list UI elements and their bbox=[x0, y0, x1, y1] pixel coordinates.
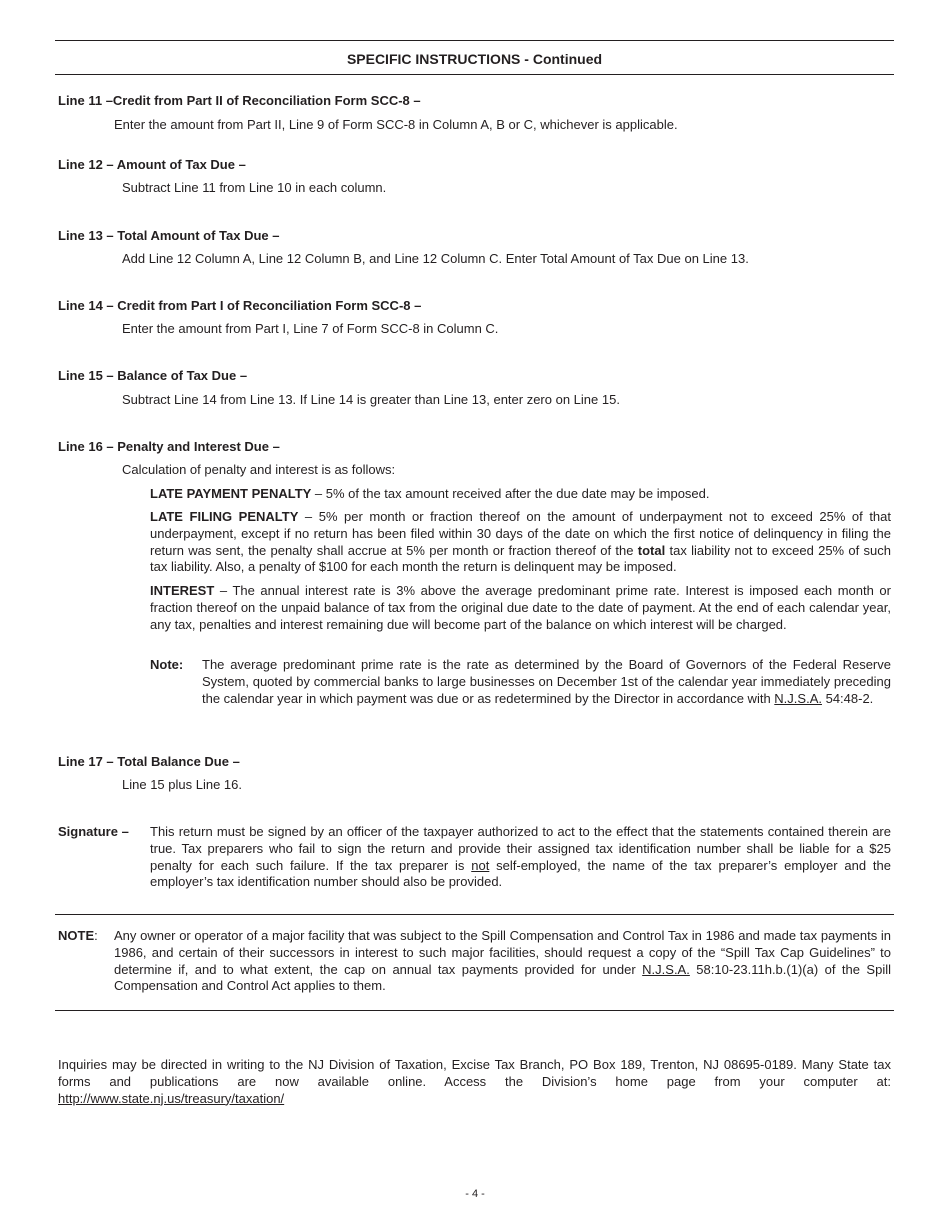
note-box-bottom-rule bbox=[55, 1010, 894, 1011]
signature-paragraph bbox=[150, 824, 891, 891]
signature-not: not bbox=[471, 857, 490, 873]
late-filing-label: LATE FILING PENALTY bbox=[150, 509, 299, 524]
late-payment-text: – 5% of the tax amount received after the due date may be imposed. bbox=[311, 486, 710, 501]
signature-text-2: self-employed, the name of the tax preparer’s employer and the employer’s tax identification number should also be provided. bbox=[150, 857, 891, 890]
note-box-top-rule bbox=[55, 914, 894, 915]
line13-heading: Line 13 – Total Amount of Tax Due – bbox=[58, 228, 280, 243]
taxation-website-link[interactable]: http://www.state.nj.us/treasury/taxation/ bbox=[58, 1090, 285, 1106]
line14-text: Enter the amount from Part I, Line 7 of Form SCC-8 in Column C. bbox=[122, 321, 499, 336]
inquiries-text: Inquiries may be directed in writing to the NJ Division of Taxation, Excise Tax Branch, PO Box 189, Trenton, NJ 08695-0189. Many State tax forms and publications are now available online. Access the Division’s home page from your computer at: bbox=[58, 1057, 891, 1089]
late-payment-penalty bbox=[150, 486, 710, 503]
line12-text: Subtract Line 11 from Line 10 in each column. bbox=[122, 180, 387, 195]
note-box-colon: : bbox=[94, 928, 98, 943]
inquiries-paragraph bbox=[58, 1057, 891, 1107]
line15-heading: Line 15 – Balance of Tax Due – bbox=[58, 368, 248, 383]
line14-heading: Line 14 – Credit from Part I of Reconciliation Form SCC-8 – bbox=[58, 298, 422, 313]
line11-text: Enter the amount from Part II, Line 9 of Form SCC-8 in Column A, B or C, whichever is applicable. bbox=[114, 117, 678, 132]
note-box-label-text: NOTE bbox=[58, 928, 95, 943]
line17-text: Line 15 plus Line 16. bbox=[122, 777, 242, 792]
line11-heading: Line 11 –Credit from Part II of Reconciliation Form SCC-8 – bbox=[58, 93, 421, 108]
late-payment-label: LATE PAYMENT PENALTY bbox=[150, 486, 312, 501]
title-rule bbox=[55, 74, 894, 75]
note-label: Note: bbox=[150, 657, 184, 672]
line13-text: Add Line 12 Column A, Line 12 Column B, and Line 12 Column C. Enter Total Amount of Tax Due on Line 13. bbox=[122, 251, 749, 266]
line16-heading: Line 16 – Penalty and Interest Due – bbox=[58, 439, 280, 454]
late-filing-bold-total: total bbox=[637, 542, 666, 558]
note-box-label bbox=[58, 928, 98, 945]
note-box-text-2: 58:10-23.11h.b.(1)(a) of the Spill Compensation and Control Act applies to them. bbox=[114, 961, 891, 994]
interest-label: INTEREST bbox=[150, 583, 215, 598]
note-box-citation: N.J.S.A. bbox=[642, 961, 690, 977]
line12-heading: Line 12 – Amount of Tax Due – bbox=[58, 157, 246, 172]
note-citation-tail: 54:48-2. bbox=[821, 690, 874, 706]
signature-label: Signature – bbox=[58, 824, 129, 839]
line15-text: Subtract Line 14 from Line 13. If Line 14 is greater than Line 13, enter zero on Line 15. bbox=[122, 392, 620, 407]
page-title: SPECIFIC INSTRUCTIONS - Continued bbox=[346, 51, 603, 67]
top-rule bbox=[55, 40, 894, 41]
signature-text-1: This return must be signed by an officer of the taxpayer authorized to act to the effect that the statements contained therein are true. Tax preparers who fail to sign the return and provide their assigned tax identification number shall be liable for a $25 penalty for each such failure. If the tax preparer is bbox=[150, 824, 891, 873]
late-filing-text-2: tax liability not to exceed 25% of such tax liability. Also, a penalty of $100 for each month the return is delinquent may be imposed. bbox=[150, 542, 891, 575]
interest-text: – The annual interest rate is 3% above the average predominant prime rate. Interest is imposed each month or fraction thereof on the unpaid balance of tax from the original due date to the date of payment. At the end of each calendar year, any tax, penalties and interest remaining due will become part of the balance on which interest will be charged. bbox=[150, 583, 891, 632]
note-box-paragraph bbox=[114, 928, 891, 995]
late-filing-text-1: – 5% per month or fraction thereof on the amount of underpayment not to exceed 25% of that underpayment, except if no return has been filed within 30 days of the date on which the first notice of delinquency in filing the return was sent, the penalty shall accrue at 5% per month or fraction thereof of the bbox=[150, 509, 892, 558]
line16-intro: Calculation of penalty and interest is as follows: bbox=[122, 462, 396, 477]
note-box-text-1: Any owner or operator of a major facility that was subject to the Spill Compensation and Control Tax in 1986 and made tax payments in 1986, and certain of their successors in interest to such major facilities, should request a copy of the “Spill Tax Cap Guidelines” to determine if, and to what extent, the cap on annual tax payments provided for under bbox=[114, 928, 891, 977]
note-text: The average predominant prime rate is the rate as determined by the Board of Governors of the Federal Reserve System, quoted by commercial banks to large businesses on December 1st of the calendar year immediately preceding the calendar year in which payment was due or as redetermined by the Director in accordance with bbox=[202, 657, 891, 706]
page-number: - 4 - bbox=[465, 1188, 485, 1200]
note-citation: N.J.S.A. bbox=[774, 690, 822, 706]
late-filing-penalty bbox=[150, 509, 891, 576]
line17-heading: Line 17 – Total Balance Due – bbox=[58, 754, 240, 769]
note-paragraph bbox=[202, 657, 891, 707]
interest-paragraph bbox=[150, 583, 891, 633]
